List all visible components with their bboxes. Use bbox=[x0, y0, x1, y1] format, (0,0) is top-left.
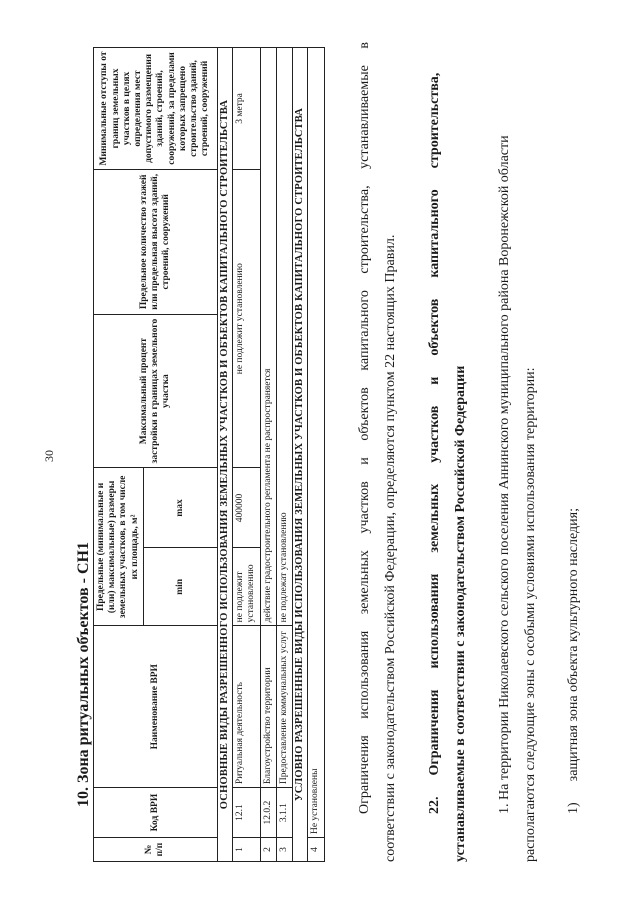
row-num: 4 bbox=[308, 838, 324, 862]
row-name: Предоставление коммунальных услуг bbox=[276, 626, 292, 788]
row-percent: не подлежит установлению bbox=[233, 169, 260, 468]
section-title: 10. Зона ритуальных объектов - СН1 bbox=[75, 542, 92, 807]
paragraph-zones-line2: располагаются следующие зоны с особыми условиями использования территории: bbox=[523, 367, 538, 862]
row-num: 1 bbox=[233, 838, 260, 862]
row-num: 2 bbox=[260, 838, 276, 862]
row-name: Ритуальная деятельность bbox=[233, 626, 260, 788]
row-min: не подлежит установлению bbox=[233, 548, 260, 626]
page-number: 30 bbox=[42, 450, 56, 462]
section-conditional-uses: УСЛОВНО РАЗРЕШЕННЫЕ ВИДЫ ИСПОЛЬЗОВАНИЯ ЗЕМЕЛЬНЫХ УЧАСТКОВ И ОБЪЕКТОВ КАПИТАЛЬНОГО СТРОИТЕЛЬСТВА bbox=[293, 48, 308, 862]
table-row bbox=[276, 48, 292, 862]
row-code: 3.1.1 bbox=[276, 788, 292, 838]
row-name: Благоустройство территории bbox=[260, 626, 276, 788]
paragraph-restrictions-line2: соответствии с законодательством Российской Федерации, определяются пунктом 22 настоящих Правил. bbox=[383, 234, 398, 862]
header-setback: Минимальные отступы от границ земельных участков в целях определения мест допустимого размещения зданий, строений, сооружений, за пределами которых запрещено строительство зданий, строений, сооружений bbox=[94, 48, 218, 170]
heading-22-line1: 22. Ограничения использования земельных участков и объектов капитального строительства, bbox=[427, 72, 442, 814]
row-max: 400000 bbox=[233, 468, 260, 548]
header-code: Код ВРИ bbox=[94, 788, 218, 838]
header-name: Наименование ВРИ bbox=[94, 626, 218, 788]
table-row bbox=[233, 48, 260, 862]
header-max: max bbox=[143, 468, 217, 548]
header-num: № п/п bbox=[94, 838, 218, 862]
heading-22-line2: устанавливаемые в соответствии с законодательством Российской Федерации bbox=[453, 365, 468, 862]
list-item: 1) защитная зона объекта культурного наследия; bbox=[566, 508, 581, 814]
row-text: Не установлены bbox=[308, 48, 324, 838]
header-size-group: Предельные (минимальные и (или) максимальные) размеры земельных участков, в том числе их площадь, м² bbox=[94, 468, 144, 626]
paragraph-restrictions-line1: Ограничения использования земельных участков и объектов капитального строительства, устанавливаемые в bbox=[357, 42, 372, 814]
header-floors: Предельное количество этажей или предельная высота зданий, строений, сооружений bbox=[94, 169, 218, 314]
row-setback: 3 метра bbox=[233, 48, 260, 170]
table-row bbox=[308, 48, 324, 862]
row-merged: не подлежат установлению bbox=[276, 48, 292, 626]
paragraph-zones-line1: 1. На территории Николаевского сельского поселения Аннинского муниципального района Воронежской области bbox=[497, 135, 512, 814]
row-merged: действие градостроительного регламента не распространяется bbox=[260, 48, 276, 626]
table-row bbox=[260, 48, 276, 862]
regulations-table bbox=[93, 47, 325, 862]
section-main-uses: ОСНОВНЫЕ ВИДЫ РАЗРЕШЕННОГО ИСПОЛЬЗОВАНИЯ ЗЕМЕЛЬНЫХ УЧАСТКОВ И ОБЪЕКТОВ КАПИТАЛЬНОГО СТРОИТЕЛЬСТВА bbox=[217, 48, 232, 862]
header-percent: Максимальный процент застройки в границах земельного участка bbox=[94, 314, 218, 468]
row-code: 12.1 bbox=[233, 788, 260, 838]
header-min: min bbox=[143, 548, 217, 626]
row-code: 12.0.2 bbox=[260, 788, 276, 838]
row-num: 3 bbox=[276, 838, 292, 862]
